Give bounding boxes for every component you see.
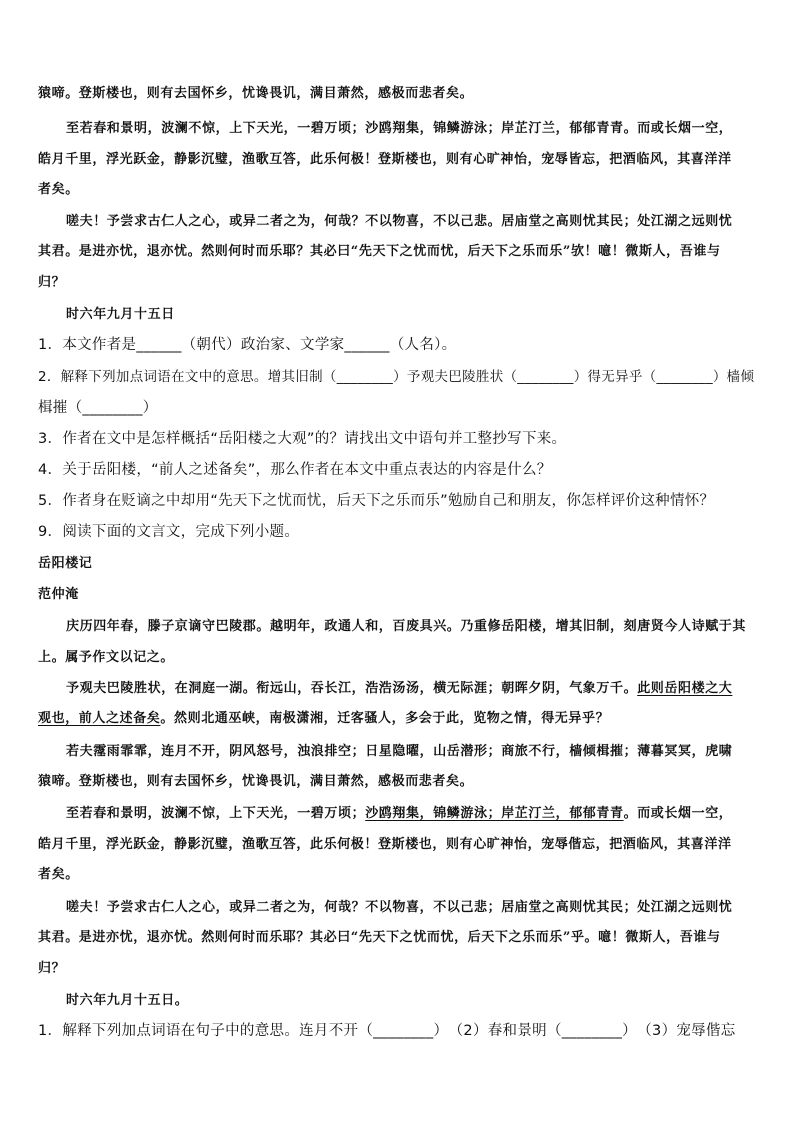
underlined-phrase: 沙鸥翔集，锦鳞游泳；岸芷汀兰，郁郁青青 — [365, 806, 624, 821]
passage1-paragraph4-line3: 者矣。 — [38, 182, 79, 197]
passage2-paragraph1-line1: 庆历四年春，滕子京谪守巴陵郡。越明年，政通人和，百废具兴。乃重修岳阳楼，增其旧制，刻唐贤今人诗赋于其 — [66, 619, 747, 634]
passage2-paragraph4-line3: 者矣。 — [38, 867, 79, 882]
passage2-paragraph3-line1: 若夫霪雨霏霏，连月不开，阴风怒号，浊浪排空；日星隐曜，山岳潜形；商旅不行，樯倾楫摧；薄暮冥冥，虎啸 — [66, 744, 733, 759]
passage2-paragraph5-line2: 其君。是进亦忧，退亦忧。然则何时而乐耶？其必曰“先天下之忧而忧，后天下之乐而乐”乎。噫！微斯人，吾谁与 — [38, 930, 721, 945]
passage1-paragraph5-line2: 其君。是进亦忧，退亦忧。然则何时而乐耶？其必曰“先天下之忧而忧，后天下之乐而乐”欤！噫！微斯人，吾谁与 — [38, 244, 721, 259]
question-2-line2: 楫摧（________） — [38, 400, 158, 416]
passage2-paragraph1-line2: 上。属予作文以记之。 — [38, 650, 175, 665]
question-4: 4．关于岳阳楼，“前人之述备矣”，那么作者在本文中重点表达的内容是什么？ — [38, 462, 552, 478]
question-2-line1: 2．解释下列加点词语在文中的意思。增其旧制（________）予观夫巴陵胜状（________）得无异乎（________）樯倾 — [38, 369, 755, 385]
passage1-paragraph3-tail: 猿啼。登斯楼也，则有去国怀乡，忧谗畏讥，满目萧然，感极而悲者矣。 — [38, 86, 474, 101]
passage2-paragraph2-line2 — [38, 707, 609, 726]
passage2-paragraph4-line1 — [66, 802, 732, 821]
question-5: 5．作者身在贬谪之中却用“先天下之忧而忧，后天下之乐而乐”勉励自己和朋友，你怎样评价这种情怀？ — [38, 493, 715, 509]
passage1-paragraph4-line2: 皓月千里，浮光跃金，静影沉璧，渔歌互答，此乐何极！登斯楼也，则有心旷神怡，宠辱皆忘，把酒临风，其喜洋洋 — [38, 152, 732, 167]
passage2-author: 范仲淹 — [38, 587, 79, 602]
passage2-paragraph4-line1-tail: 。而或长烟一空， — [623, 806, 733, 821]
underlined-phrase: 此则岳阳楼之大 — [637, 681, 733, 696]
passage2-paragraph5-line3: 归？ — [38, 961, 66, 976]
passage2-paragraph3-line2: 猿啼。登斯楼也，则有去国怀乡，忧谗畏讥，满目萧然，感极而悲者矣。 — [38, 774, 474, 789]
question-9: 9．阅读下面的文言文，完成下列小题。 — [38, 524, 300, 540]
passage2-title: 岳阳楼记 — [38, 556, 93, 571]
passage2-paragraph2-line2-text: 。然则北通巫峡，南极潇湘，迁客骚人，多会于此，览物之情，得无异乎？ — [160, 711, 610, 726]
passage1-paragraph5-line1: 嗟夫！予尝求古仁人之心，或异二者之为，何哉？不以物喜，不以己悲。居庙堂之高则忧其民；处江湖之远则忧 — [66, 214, 733, 229]
passage2-paragraph4-line2: 皓月千里，浮光跃金，静影沉璧，渔歌互答，此乐何极！登斯楼也，则有心旷神怡，宠辱偕忘，把酒临风，其喜洋洋 — [38, 837, 732, 852]
underlined-phrase: 观也，前人之述备矣 — [38, 711, 161, 726]
question-1: 1．本文作者是______（朝代）政治家、文学家______（人名）。 — [38, 337, 457, 353]
passage2-paragraph5-line1: 嗟夫！予尝求古仁人之心，或异二者之为，何哉？不以物喜，不以己悲；居庙堂之高则忧其民；处江湖之远则忧 — [66, 900, 733, 915]
passage2-paragraph2-line1-text: 予观夫巴陵胜状，在洞庭一湖。衔远山，吞长江，浩浩汤汤，横无际涯；朝晖夕阴，气象万千。 — [66, 681, 638, 696]
passage2-paragraph4-line1-text: 至若春和景明，波澜不惊，上下天光，一碧万顷； — [66, 806, 366, 821]
passage1-paragraph5-line3: 归？ — [38, 275, 66, 290]
passage2-date: 时六年九月十五日。 — [66, 993, 189, 1008]
question-3: 3．作者在文中是怎样概括“岳阳楼之大观”的？请找出文中语句并工整抄写下来。 — [38, 431, 567, 447]
passage1-date: 时六年九月十五日 — [66, 307, 175, 322]
question2-1: 1．解释下列加点词语在句子中的意思。连月不开（________） （2）春和景明（________） （3）宠辱偕忘 — [38, 1023, 736, 1039]
passage2-paragraph2-line1 — [66, 677, 732, 696]
passage1-paragraph4-line1: 至若春和景明，波澜不惊，上下天光，一碧万顷；沙鸥翔集，锦鳞游泳；岸芷汀兰，郁郁青青。而或长烟一空， — [66, 121, 733, 136]
